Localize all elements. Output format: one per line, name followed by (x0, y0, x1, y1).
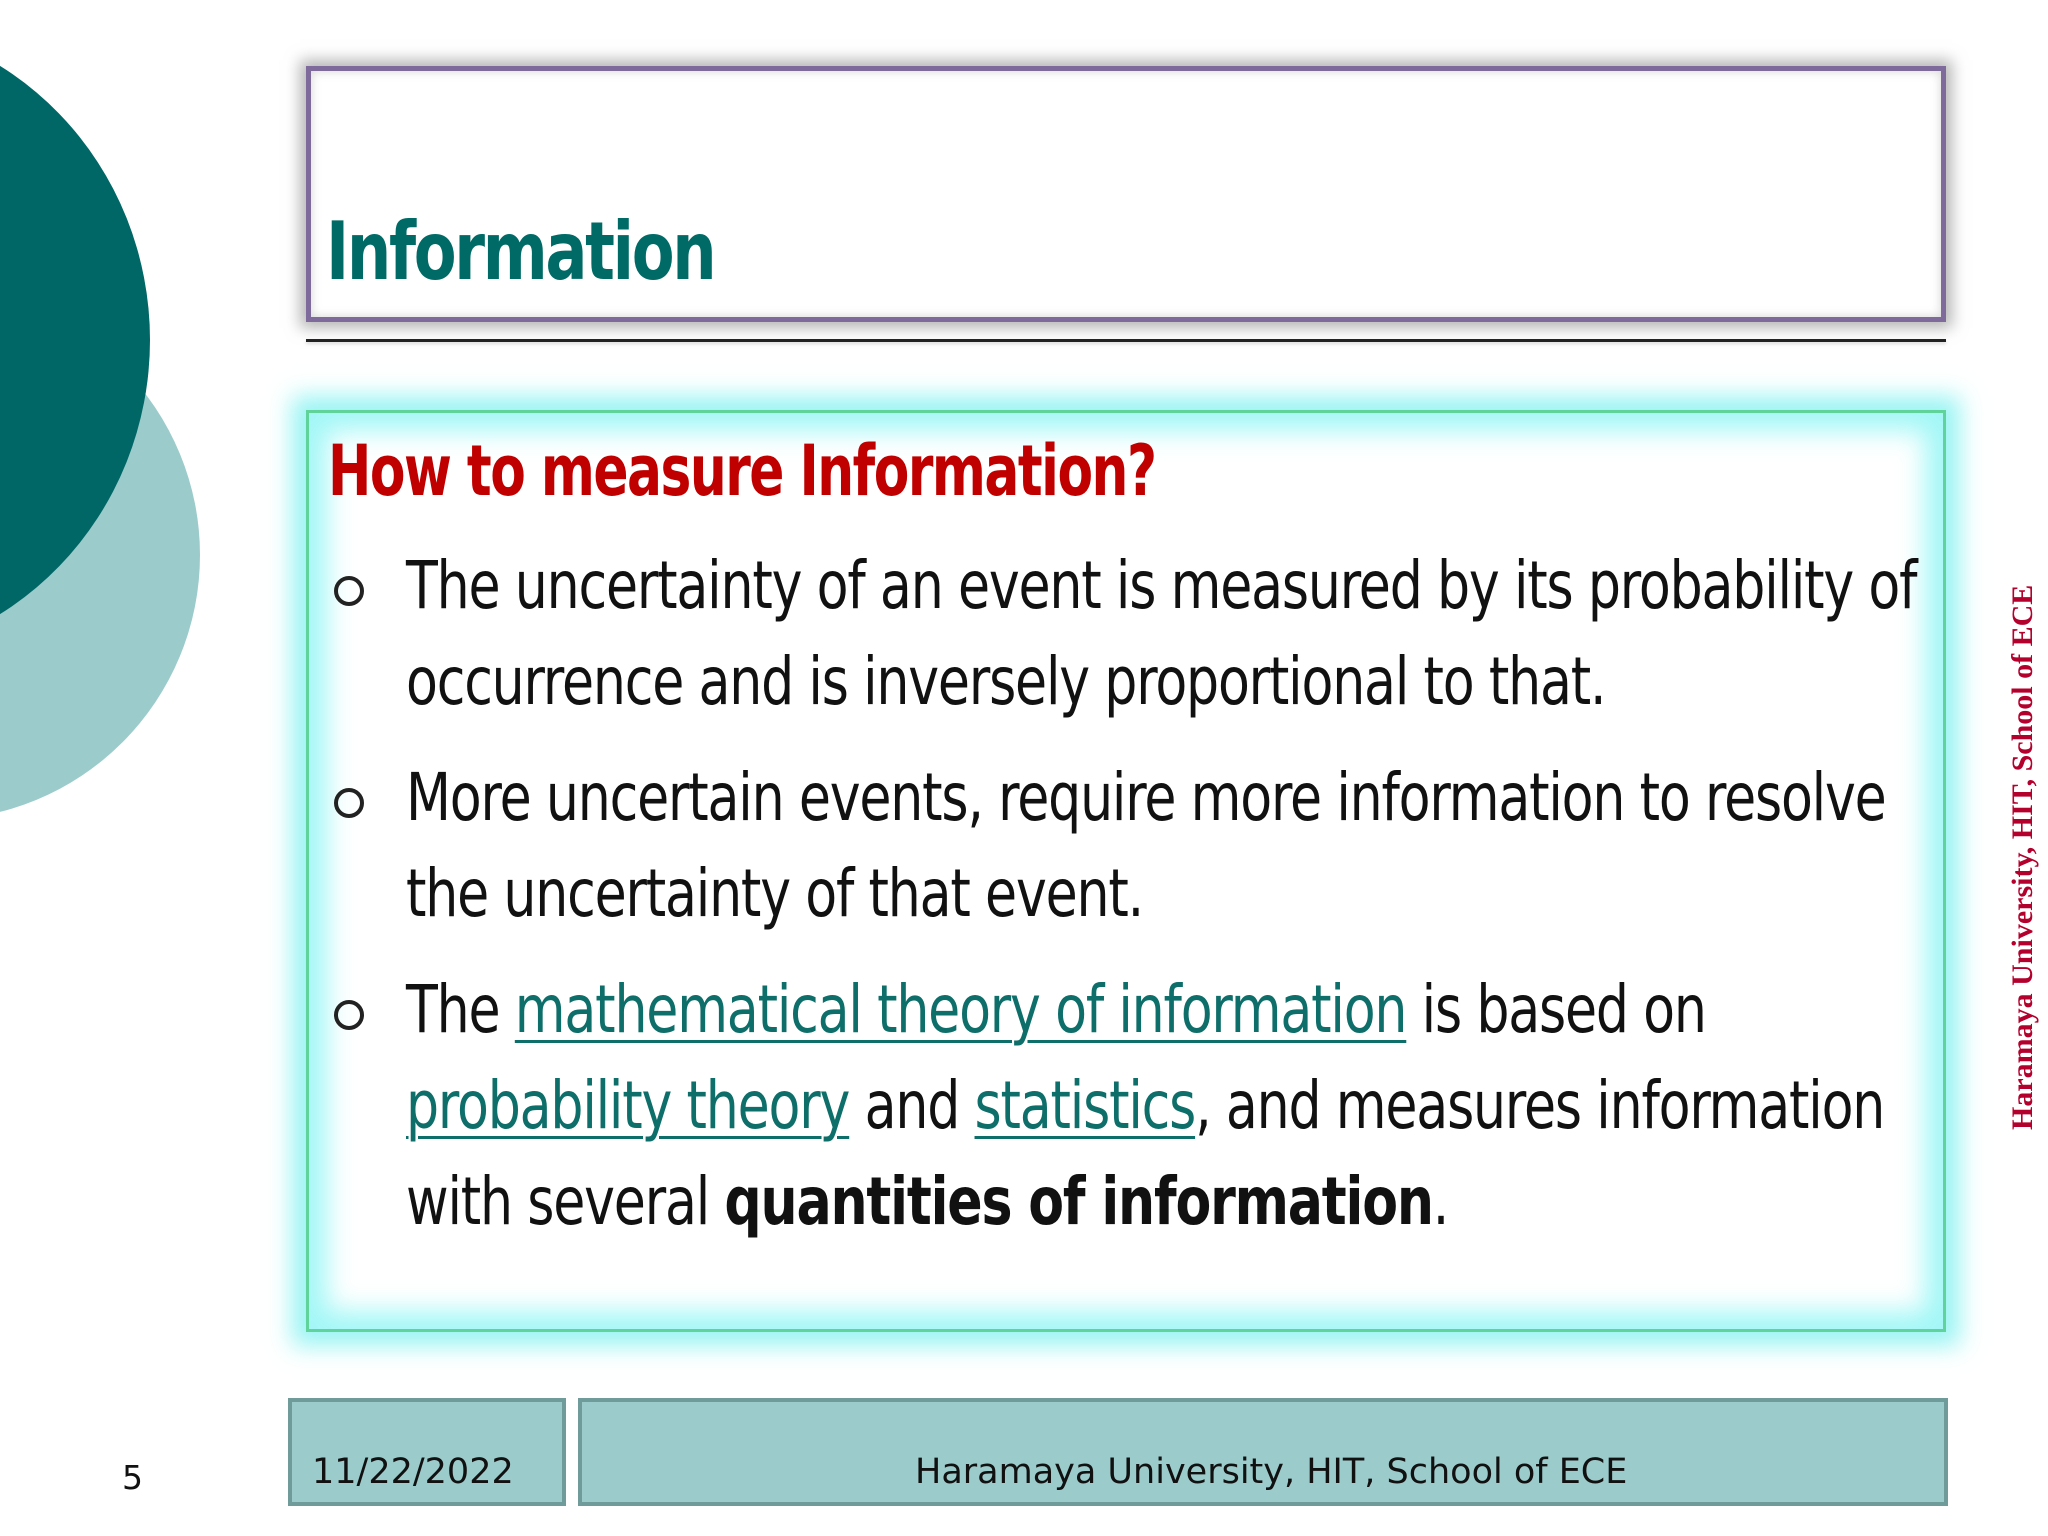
footer-organization: Haramaya University, HIT, School of ECE (915, 1452, 1628, 1492)
bullet-text-prefix: The (406, 971, 515, 1048)
page-number: 5 (122, 1458, 143, 1497)
hollow-circle-bullet-icon (334, 788, 364, 818)
bullet-list (330, 538, 1930, 1270)
bullet-text-mid: , and measures information with several (406, 1067, 1885, 1240)
link-statistics[interactable]: statistics (974, 1067, 1196, 1144)
bullet-item (330, 750, 1930, 942)
bullet-text-mid: is based on (1406, 971, 1706, 1048)
link-mathematical-theory-of-information[interactable]: mathematical theory of information (514, 971, 1407, 1048)
bullet-item (330, 538, 1930, 730)
footer-date: 11/22/2022 (312, 1452, 514, 1492)
hollow-circle-bullet-icon (334, 1000, 364, 1030)
bullet-text-mid: and (849, 1067, 975, 1144)
bullet-text-suffix: . (1432, 1163, 1449, 1240)
bullet-item (330, 962, 1930, 1250)
bullet-text: The uncertainty of an event is measured by its probability of occurrence and is inversely proportional to that. (406, 547, 1917, 720)
link-probability-theory[interactable]: probability theory (406, 1067, 850, 1144)
bullet-text (406, 962, 1931, 1250)
vertical-side-label: Haramaya University, HIT, School of ECE (2006, 584, 2039, 1130)
title-divider (306, 339, 1946, 342)
bullet-text: More uncertain events, require more information to resolve the uncertainty of that event. (406, 759, 1886, 932)
bold-quantities-of-information: quantities of information (724, 1163, 1433, 1240)
hollow-circle-bullet-icon (334, 576, 364, 606)
slide-title: Information (326, 205, 715, 298)
content-heading: How to measure Information? (328, 430, 1156, 512)
